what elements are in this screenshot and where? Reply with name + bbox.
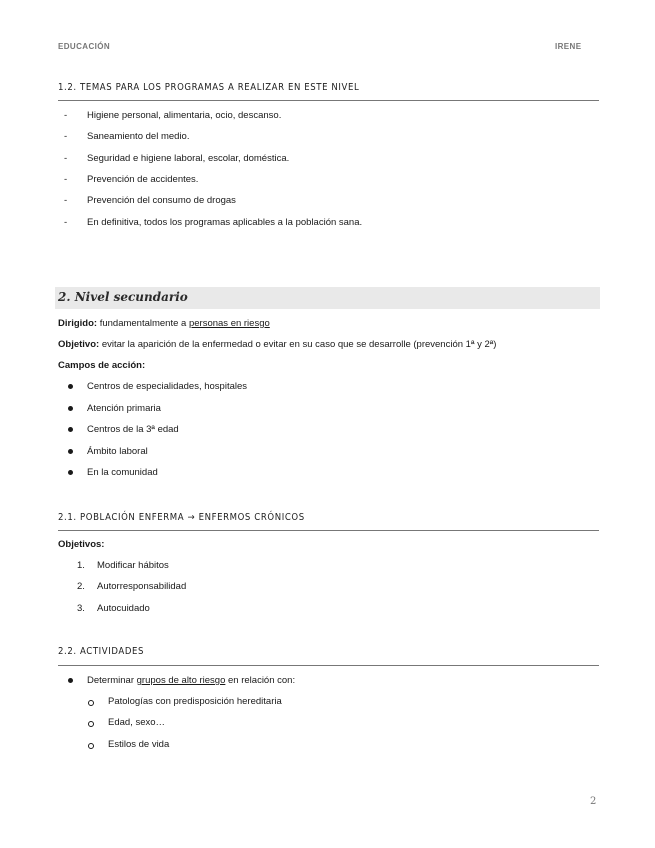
- sublist-item: Estilos de vida: [108, 739, 170, 750]
- dirigido-label: Dirigido:: [58, 318, 98, 329]
- section-2-2-rule: [58, 665, 599, 666]
- circle-marker: [88, 700, 94, 706]
- section-2-title: 2. Nivel secundario: [58, 290, 188, 304]
- dash-marker: -: [64, 110, 68, 121]
- list-item: Seguridad e higiene laboral, escolar, doméstica.: [87, 153, 290, 164]
- section-1-2-rule: [58, 100, 599, 101]
- intro-post: en relación con:: [228, 675, 296, 686]
- list-item: Prevención de accidentes.: [87, 174, 199, 185]
- section-1-2-title: 1.2. TEMAS PARA LOS PROGRAMAS A REALIZAR EN ESTE NIVEL: [58, 82, 360, 93]
- dash-marker: -: [64, 153, 68, 164]
- dash-marker: -: [64, 174, 68, 185]
- objetivo-label: Objetivo:: [58, 339, 100, 350]
- bullet-marker: [68, 427, 73, 432]
- section-2-1-title: 2.1. POBLACIÓN ENFERMA → ENFERMOS CRÓNICOS: [58, 512, 305, 523]
- list-item: Higiene personal, alimentaria, ocio, descanso.: [87, 110, 282, 121]
- dirigido-line: [58, 318, 270, 329]
- list-item: Atención primaria: [87, 403, 161, 414]
- campos-label: [58, 360, 145, 371]
- list-item: Autocuidado: [97, 603, 150, 614]
- objetivos-label: [58, 539, 104, 550]
- bullet-marker: [68, 384, 73, 389]
- list-item: En la comunidad: [87, 467, 158, 478]
- bullet-marker: [68, 449, 73, 454]
- list-item: Prevención del consumo de drogas: [87, 195, 236, 206]
- intro-underlined: grupos de alto riesgo: [136, 675, 226, 686]
- list-item: Saneamiento del medio.: [87, 131, 190, 142]
- list-number: 1.: [77, 560, 85, 571]
- list-number: 3.: [77, 603, 85, 614]
- intro-pre: Determinar: [87, 675, 134, 686]
- dash-marker: -: [64, 195, 68, 206]
- bullet-marker: [68, 470, 73, 475]
- list-item: Ámbito laboral: [87, 446, 148, 457]
- list-item: Modificar hábitos: [97, 560, 169, 571]
- dash-marker: -: [64, 217, 68, 228]
- objetivo-text: evitar la aparición de la enfermedad o evitar en su caso que se desarrolle (prevención 1ª y 2ª): [101, 339, 497, 350]
- section-2-2-title: 2.2. ACTIVIDADES: [58, 646, 145, 657]
- campos-label-text: Campos de acción:: [58, 360, 146, 371]
- section-2-1-rule: [58, 530, 599, 531]
- dash-marker: -: [64, 131, 68, 142]
- header-author: IRENE: [555, 42, 582, 51]
- dirigido-text: fundamentalmente a: [99, 318, 187, 329]
- sublist-item: Patologías con predisposición hereditaria: [108, 696, 282, 707]
- list-item: Autorresponsabilidad: [97, 581, 187, 592]
- list-item: Centros de especialidades, hospitales: [87, 381, 248, 392]
- dirigido-underlined: personas en riesgo: [188, 318, 270, 329]
- circle-marker: [88, 743, 94, 749]
- list-number: 2.: [77, 581, 85, 592]
- actividades-intro: [87, 675, 295, 686]
- objetivos-label-text: Objetivos:: [58, 539, 105, 550]
- header-course: EDUCACIÓN: [58, 42, 111, 51]
- sublist-item: Edad, sexo…: [108, 717, 166, 728]
- page-number: 2: [590, 796, 597, 807]
- bullet-marker: [68, 678, 73, 683]
- list-item: Centros de la 3ª edad: [87, 424, 179, 435]
- objetivo-line: [58, 339, 496, 350]
- list-item: En definitiva, todos los programas aplicables a la población sana.: [87, 217, 363, 228]
- bullet-marker: [68, 406, 73, 411]
- circle-marker: [88, 721, 94, 727]
